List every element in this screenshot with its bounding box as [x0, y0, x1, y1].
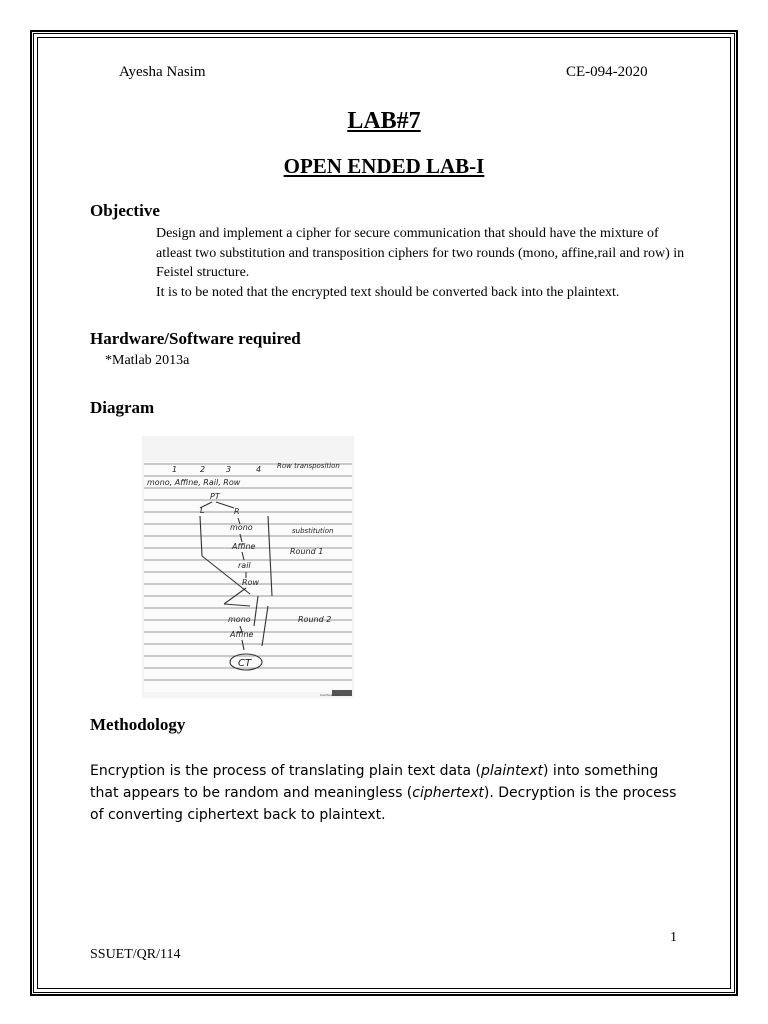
diagram-label-top-right: Row transposition	[277, 462, 340, 470]
diagram-heading: Diagram	[90, 398, 155, 417]
objective-text: Design and implement a cipher for secure communication that should have the mixture of atleast two substitution and transposition ciphers for two rounds (mono, affine,rail and row) in Feistel structure.	[156, 226, 685, 280]
diagram-label-round-2: Round 2	[298, 615, 332, 624]
objective-heading: Objective	[90, 201, 160, 220]
diagram-label-substitution: substitution	[292, 527, 334, 535]
camscanner-stamp: CamScanner	[320, 693, 340, 697]
diagram-label-4: 4	[256, 465, 262, 474]
diagram-label-round-1: Round 1	[290, 547, 324, 556]
diagram-label-row: Row	[242, 578, 259, 587]
objective-note: It is to be noted that the encrypted text should be converted back into the plaintext.	[156, 285, 620, 300]
author-name: Ayesha Nasim	[119, 64, 206, 80]
diagram-label-left: L	[200, 506, 205, 515]
diagram-label-mono: mono	[230, 523, 253, 532]
feistel-diagram-image	[142, 436, 354, 698]
lab-title: LAB#7	[347, 108, 421, 134]
methodology-text-part-1: Encryption is the process of translating plain text data (	[90, 763, 482, 779]
diagram-label-pt: PT	[210, 492, 220, 501]
hardware-item: *Matlab 2013a	[105, 353, 190, 368]
registration-number: CE-094-2020	[566, 64, 648, 80]
diagram-label-1: 1	[172, 465, 178, 474]
diagram-label-header: mono, Affine, Rail, Row	[147, 478, 241, 487]
page-number: 1	[670, 930, 677, 945]
methodology-text	[90, 760, 690, 826]
methodology-italic-ciphertext: ciphertext	[412, 785, 484, 801]
diagram-label-affine-2: Affine	[230, 630, 254, 639]
diagram-label-affine: Affine	[232, 542, 256, 551]
lab-subtitle: OPEN ENDED LAB-I	[283, 154, 485, 178]
methodology-heading: Methodology	[90, 715, 186, 734]
diagram-label-ct: CT	[238, 658, 252, 669]
diagram-label-3: 3	[226, 465, 232, 474]
diagram-label-right: R	[234, 507, 240, 516]
hardware-heading: Hardware/Software required	[90, 329, 301, 348]
diagram-label-2: 2	[200, 465, 206, 474]
methodology-text-part-2: ) into something that appears to be random and meaningless (	[90, 763, 659, 801]
footer-code: SSUET/QR/114	[90, 947, 181, 962]
methodology-text-part-3: ). Decryption is the process of converting ciphertext back to plaintext.	[90, 785, 677, 823]
diagram-label-rail: rail	[238, 561, 251, 570]
methodology-italic-plaintext: plaintext	[481, 763, 544, 779]
diagram-label-mono-2: mono	[228, 615, 251, 624]
